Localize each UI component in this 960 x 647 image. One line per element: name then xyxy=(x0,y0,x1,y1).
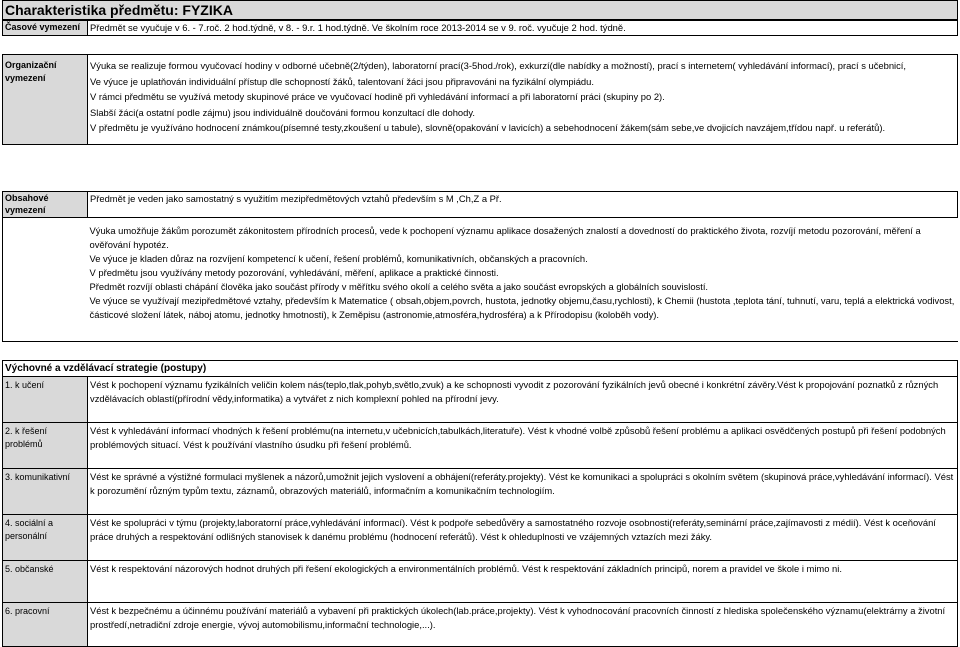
content-casove-vymezeni: Předmět se vyučuje v 6. - 7.roč. 2 hod.týdně, v 8. - 9.r. 1 hod.týdně. Ve školním roce 2013-2014 se v 9. roč. vyučuje 2 hod. týdně. xyxy=(88,21,958,36)
strategy-label: 4. sociální a personální xyxy=(3,515,88,561)
strategy-text: Vést k vyhledávání informací vhodných k řešení problému(na internetu,v učebnicích,tabulkách,literatuře). Vést k vhodné volbě způsobů řešení problému a aplikaci osvědčených postupů při řešení podobných problémových situací. Vést k používání vlastního úsudku při řešení problémů. xyxy=(88,423,958,469)
row-obsahove-detail xyxy=(3,218,958,342)
characteristics-table xyxy=(2,20,958,647)
strategy-text: Vést k bezpečnému a účinnému používání materiálů a vybavení při praktických úkolech(lab.práce,projekty). Vést k vyhodnocování pracovních činností z hlediska společenského významu(elektrárny a životní prostředí,netradiční zdroje energie, vývoj automobilismu,informační technologie,...). xyxy=(88,603,958,647)
obsahove-line: V předmětu jsou využívány metody pozorování, vyhledávání, měření, aplikace a praktické činnosti. xyxy=(89,267,499,278)
organizacni-line: Výuka se realizuje formou vyučovací hodiny v odborné učebně(2/týden), laboratorní prací(3-5hod./rok), exkurzí(dle nabídky a možností), prací s internetem( vyhledávání informací), prací s učebnicí, xyxy=(90,60,907,71)
strategy-text: Vést k respektování názorových hodnot druhých při řešení ekologických a environmentálních problémů. Vést k respektování základních principů, norem a pravidel ve škole i mimo ni. xyxy=(88,561,958,603)
strategy-row xyxy=(3,377,958,423)
content-obsahove-first-line: Předmět je veden jako samostatný s využitím mezipředmětových vztahů především s M ,Ch,Z a Př. xyxy=(88,192,958,218)
organizacni-line: V předmětu je využíváno hodnocení známkou(písemné testy,zkoušení u tabule), slovně(opakování v lavicích) a sebehodnocení žákem(sám sebe,ve dvojicích navzájem,třídou např. u referátů). xyxy=(90,122,886,133)
page-title: Charakteristika předmětu: FYZIKA xyxy=(2,0,958,20)
strategy-label: 6. pracovní xyxy=(3,603,88,647)
strategy-label: 5. občanské xyxy=(3,561,88,603)
strategy-text: Vést k pochopení významu fyzikálních veličin kolem nás(teplo,tlak,pohyb,světlo,zvuk) a ke schopnosti vyvodit z pozorování fyzikálních jevů obecné i konkrétní závěry.Vést k propojování poznatků z různých vzdělávacích oblastí(přírodní vědy,informatika) a vytvářet z nich komplexní pohled na přírodní jevy. xyxy=(88,377,958,423)
label-obsahove-vymezeni: Obsahové vymezení xyxy=(3,192,88,218)
label-casove-vymezeni: Časové vymezení xyxy=(3,21,88,36)
strategy-text: Vést ke spolupráci v týmu (projekty,laboratorní práce,vyhledávání informací). Vést k podpoře sebedůvěry a samostatného rozvoje osobnosti(referáty,seminární práce,zajímavosti z médií). Vést k oceňování práce druhých a respektování odlišných stanovisek k danému problému (hodnocení referátů). Vést k ohleduplnosti ve vzájemných vztazích mezi žáky. xyxy=(88,515,958,561)
strategy-row xyxy=(3,561,958,603)
strategy-row xyxy=(3,469,958,515)
obsahove-line: Ve výuce se využívají mezipředmětové vztahy, především k Matematice ( obsah,objem,povrch, hustota, jednotky objemu,času,rychlosti), k Chemii (hustota ,teplota tání, tuhnutí, varu, teplá a elektrická vodivost, částicové složení látek, náboj atomu, jednotky hmotnosti), k Zeměpisu (astronomie,atmosféra,hydrosféra) a k Přírodopisu (koloběh vody). xyxy=(89,295,955,320)
strategy-heading: Výchovné a vzdělávací strategie (postupy) xyxy=(3,361,958,377)
row-obsahove-vymezeni xyxy=(3,192,958,218)
obsahove-line: Výuka umožňuje žákům porozumět zákonitostem přírodních procesů, vede k pochopení významu aplikace dosažených znalostí a dovedností do praktického života, rozvíjí metodu pozorování, měření a ověřování hypotéz. xyxy=(89,225,921,250)
document-page xyxy=(2,0,958,647)
strategy-row xyxy=(3,423,958,469)
row-casove-vymezeni xyxy=(3,21,958,36)
organizacni-line: Ve výuce je uplatňován individuální přístup dle schopností žáků, talentovaní žáci jsou připravováni na fyzikální olympiádu. xyxy=(90,75,594,87)
content-organizacni-vymezeni xyxy=(88,55,958,145)
row-strategy-heading xyxy=(3,361,958,377)
content-obsahove-vymezeni xyxy=(88,218,958,342)
organizacni-line: Slabší žáci(a ostatní podle zájmu) jsou individuálně doučováni formou konzultací dle dohody. xyxy=(90,106,475,118)
obsahove-line: Předmět rozvíjí oblasti chápání člověka jako součást přírody v měřítku svého okolí a celého světa a jako součást evropských a globálních souvislostí. xyxy=(89,281,709,292)
obsahove-line: Ve výuce je kladen důraz na rozvíjení kompetencí k učení, řešení problémů, komunikativních, občanských a pracovních. xyxy=(89,253,588,264)
strategy-row xyxy=(3,603,958,647)
strategy-text: Vést ke správné a výstižné formulaci myšlenek a názorů,umožnit jejich vyslovení a obhájení(referáty.projekty). Vést ke komunikaci a spolupráci s okolním světem (skupinová práce,vyhledávání informací). Vést k porozumění různým typům textu, záznamů, obrazových materiálů, informačním a komunikačním technologiím. xyxy=(88,469,958,515)
label-organizacni-vymezeni: Organizační vymezení xyxy=(3,55,88,145)
strategy-label: 2. k řešení problémů xyxy=(3,423,88,469)
row-organizacni-vymezeni xyxy=(3,55,958,145)
strategy-label: 1. k učení xyxy=(3,377,88,423)
strategy-label: 3. komunikativní xyxy=(3,469,88,515)
organizacni-line: V rámci předmětu se využívá metody skupinové práce ve vyučovací hodině při vyhledávání informací a při laboratorní práci (skupiny po 2). xyxy=(90,91,665,102)
strategy-row xyxy=(3,515,958,561)
